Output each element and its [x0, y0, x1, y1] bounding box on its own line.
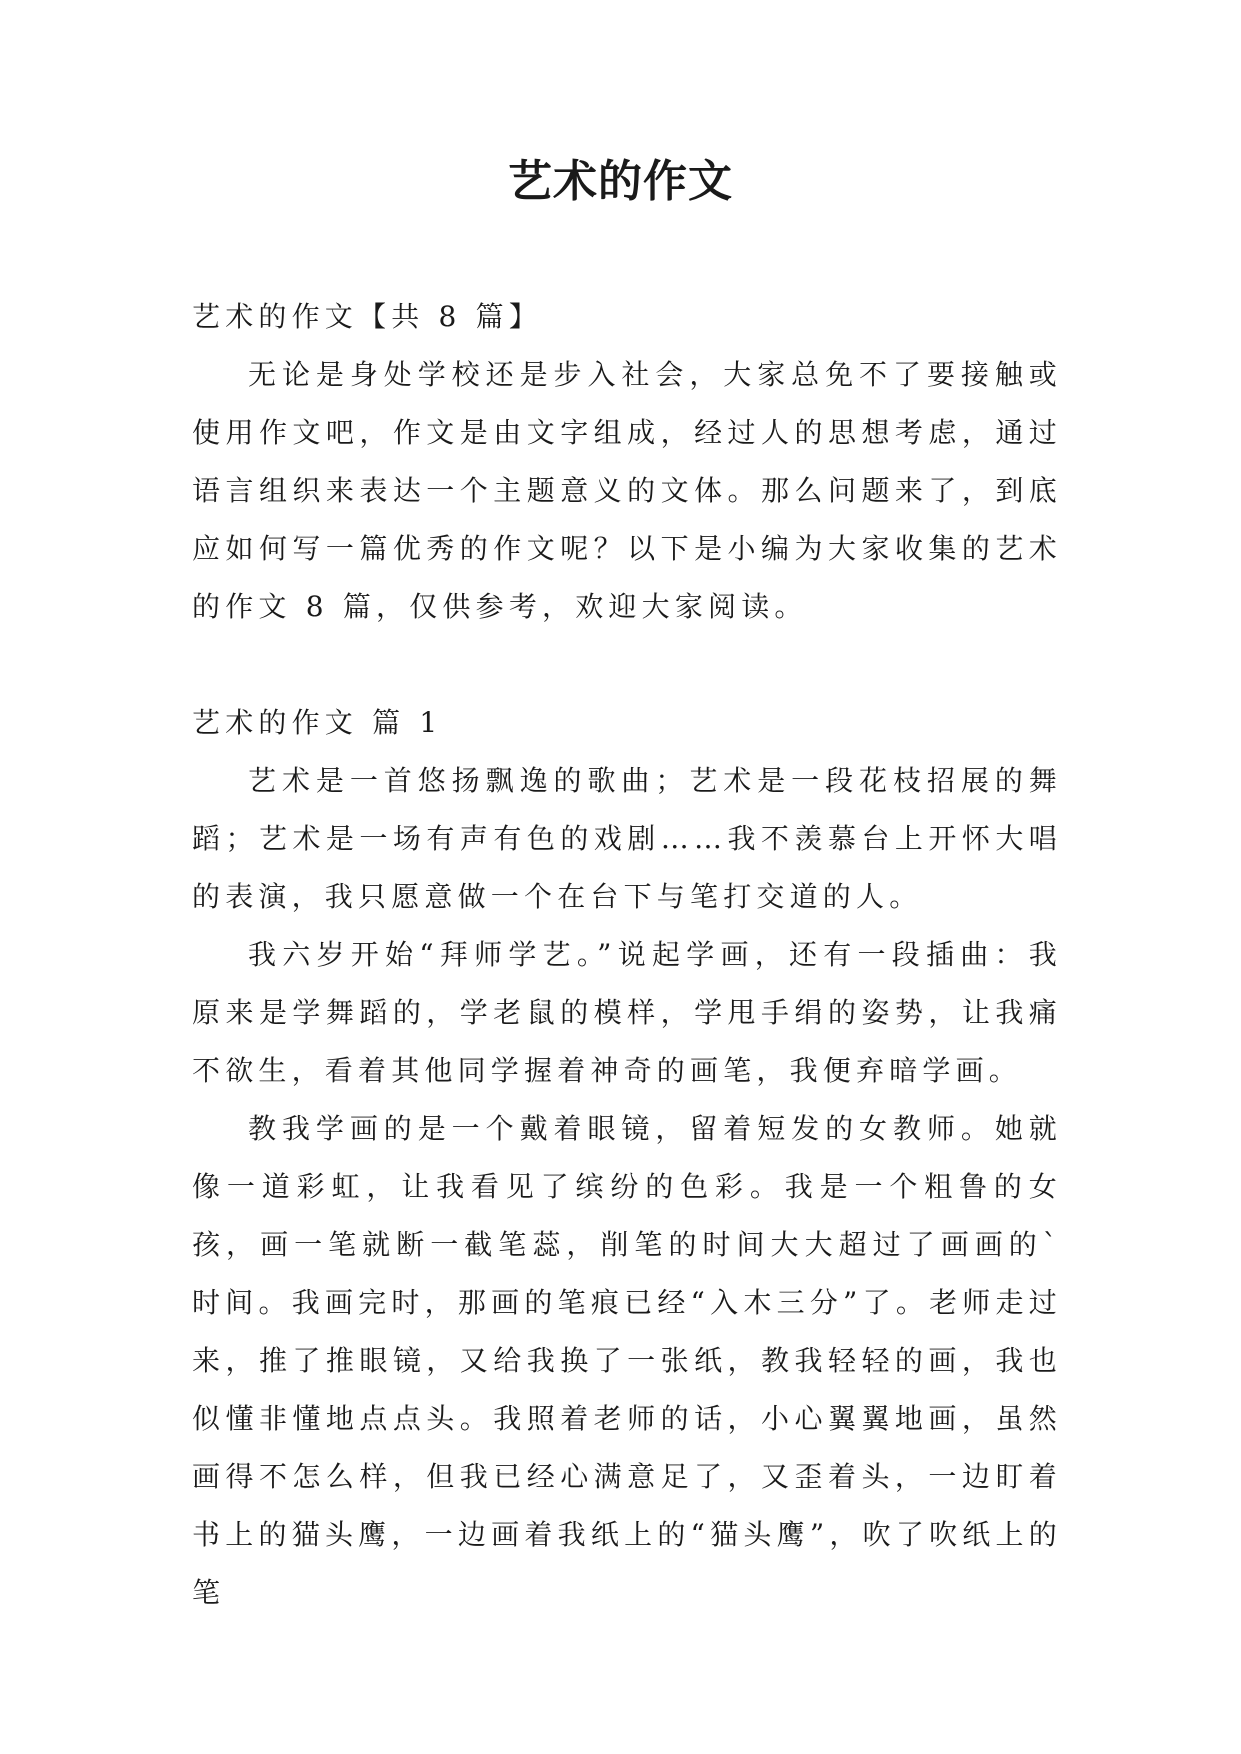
- section1-paragraph-1: 艺术是一首悠扬飘逸的歌曲；艺术是一段花枝招展的舞蹈；艺术是一场有声有色的戏剧……我不羡慕台上开怀大唱的表演，我只愿意做一个在台下与笔打交道的人。: [192, 764, 1062, 913]
- section1-paragraph-2: 我六岁开始“拜师学艺。”说起学画，还有一段插曲：我原来是学舞蹈的，学老鼠的模样，学甩手绢的姿势，让我痛不欲生，看着其他同学握着神奇的画笔，我便弃暗学画。: [192, 938, 1062, 1087]
- section1-paragraph-3: 教我学画的是一个戴着眼镜，留着短发的女教师。她就像一道彩虹，让我看见了缤纷的色彩。我是一个粗鲁的女孩，画一笔就断一截笔蕊，削笔的时间大大超过了画画的`时间。我画完时，那画的笔痕已经“入木三分”了。老师走过来，推了推眼镜，又给我换了一张纸，教我轻轻的画，我也似懂非懂地点点头。我照着老师的话，小心翼翼地画，虽然画得不怎么样，但我已经心满意足了，又歪着头，一边盯着书上的猫头鹰，一边画着我纸上的“猫头鹰”，吹了吹纸上的笔: [192, 1112, 1062, 1609]
- document-body: [192, 288, 1062, 1622]
- section-spacer: [192, 636, 1062, 694]
- document-title: 艺术的作文: [508, 156, 733, 207]
- intro-heading: 艺术的作文【共 8 篇】: [192, 300, 543, 333]
- section1-heading: 艺术的作文 篇 1: [192, 706, 443, 739]
- intro-paragraph: 无论是身处学校还是步入社会，大家总免不了要接触或使用作文吧，作文是由文字组成，经过人的思想考虑，通过语言组织来表达一个主题意义的文体。那么问题来了，到底应如何写一篇优秀的作文呢？以下是小编为大家收集的艺术的作文 8 篇，仅供参考，欢迎大家阅读。: [192, 358, 1062, 623]
